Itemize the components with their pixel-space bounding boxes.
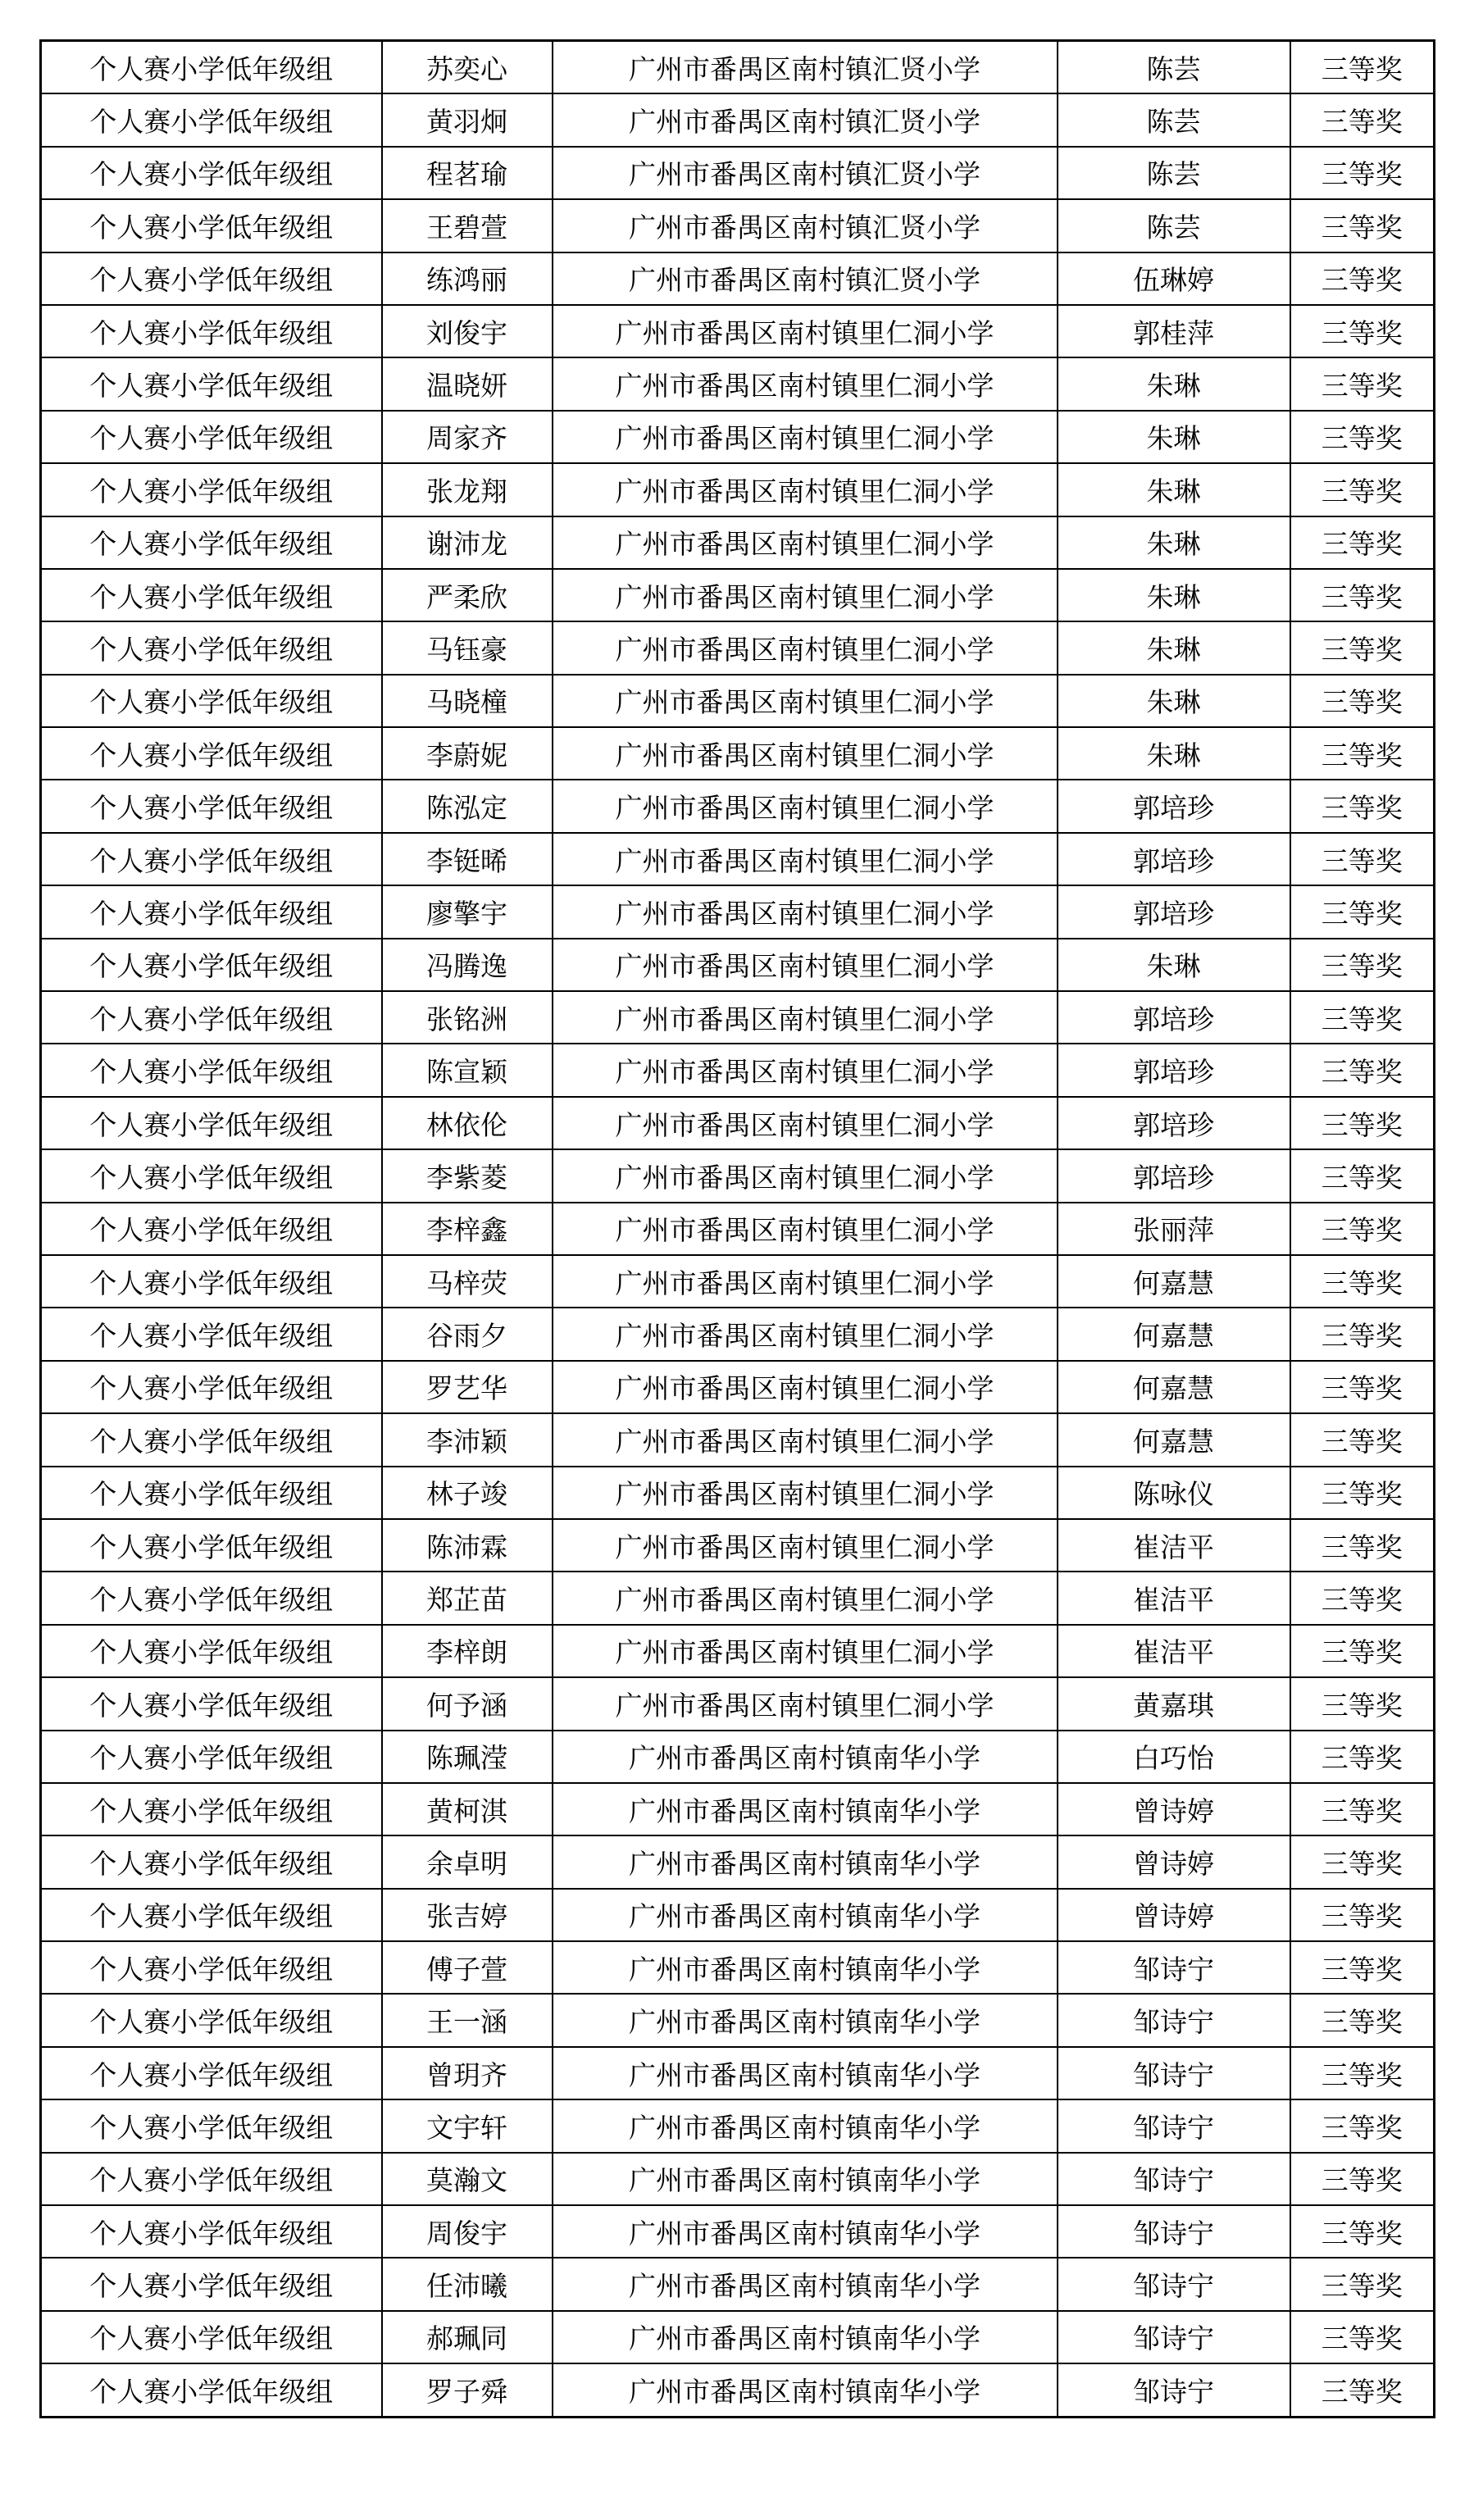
award-cell: 三等奖: [1290, 621, 1435, 674]
student-name-cell: 周家齐: [382, 411, 553, 463]
teacher-cell: 郭培珍: [1058, 1097, 1290, 1149]
school-cell: 广州市番禺区南村镇里仁洞小学: [553, 463, 1058, 516]
category-cell: 个人赛小学低年级组: [41, 1731, 382, 1783]
table-row: [41, 516, 1435, 569]
table-row: [41, 885, 1435, 938]
school-cell: 广州市番禺区南村镇里仁洞小学: [553, 516, 1058, 569]
teacher-cell: 邹诗宁: [1058, 2099, 1290, 2152]
school-cell: 广州市番禺区南村镇南华小学: [553, 1994, 1058, 2046]
category-cell: 个人赛小学低年级组: [41, 1203, 382, 1255]
table-row: [41, 1149, 1435, 1202]
category-cell: 个人赛小学低年级组: [41, 1519, 382, 1572]
award-cell: 三等奖: [1290, 1097, 1435, 1149]
student-name-cell: 严柔欣: [382, 569, 553, 621]
teacher-cell: 何嘉慧: [1058, 1255, 1290, 1308]
table-row: [41, 1203, 1435, 1255]
table-row: [41, 1731, 1435, 1783]
school-cell: 广州市番禺区南村镇南华小学: [553, 2205, 1058, 2258]
table-row: [41, 1677, 1435, 1730]
school-cell: 广州市番禺区南村镇南华小学: [553, 1835, 1058, 1888]
award-cell: 三等奖: [1290, 2153, 1435, 2205]
award-cell: 三等奖: [1290, 885, 1435, 938]
award-cell: 三等奖: [1290, 1625, 1435, 1677]
table-row: [41, 1519, 1435, 1572]
teacher-cell: 郭培珍: [1058, 1149, 1290, 1202]
student-name-cell: 何予涵: [382, 1677, 553, 1730]
category-cell: 个人赛小学低年级组: [41, 2311, 382, 2363]
table-row: [41, 411, 1435, 463]
school-cell: 广州市番禺区南村镇汇贤小学: [553, 93, 1058, 146]
category-cell: 个人赛小学低年级组: [41, 2047, 382, 2099]
table-row: [41, 1467, 1435, 1519]
school-cell: 广州市番禺区南村镇南华小学: [553, 1941, 1058, 1994]
student-name-cell: 程茗瑜: [382, 147, 553, 199]
student-name-cell: 莫瀚文: [382, 2153, 553, 2205]
school-cell: 广州市番禺区南村镇里仁洞小学: [553, 1467, 1058, 1519]
school-cell: 广州市番禺区南村镇南华小学: [553, 2153, 1058, 2205]
teacher-cell: 朱琳: [1058, 939, 1290, 991]
table-row: [41, 2258, 1435, 2310]
award-cell: 三等奖: [1290, 93, 1435, 146]
teacher-cell: 邹诗宁: [1058, 1994, 1290, 2046]
student-name-cell: 苏奕心: [382, 41, 553, 94]
table-row: [41, 1889, 1435, 1941]
student-name-cell: 文宇轩: [382, 2099, 553, 2152]
category-cell: 个人赛小学低年级组: [41, 991, 382, 1044]
student-name-cell: 罗艺华: [382, 1361, 553, 1413]
award-table: [39, 39, 1435, 2418]
table-row: [41, 780, 1435, 832]
student-name-cell: 王一涵: [382, 1994, 553, 2046]
teacher-cell: 陈咏仪: [1058, 1467, 1290, 1519]
award-cell: 三等奖: [1290, 1203, 1435, 1255]
category-cell: 个人赛小学低年级组: [41, 147, 382, 199]
table-row: [41, 675, 1435, 727]
teacher-cell: 曾诗婷: [1058, 1783, 1290, 1835]
school-cell: 广州市番禺区南村镇里仁洞小学: [553, 305, 1058, 357]
category-cell: 个人赛小学低年级组: [41, 1994, 382, 2046]
award-cell: 三等奖: [1290, 727, 1435, 780]
award-cell: 三等奖: [1290, 411, 1435, 463]
award-cell: 三等奖: [1290, 2205, 1435, 2258]
table-row: [41, 727, 1435, 780]
table-row: [41, 621, 1435, 674]
table-row: [41, 1413, 1435, 1466]
table-row: [41, 1255, 1435, 1308]
award-cell: 三等奖: [1290, 569, 1435, 621]
award-cell: 三等奖: [1290, 1572, 1435, 1624]
student-name-cell: 林依伦: [382, 1097, 553, 1149]
school-cell: 广州市番禺区南村镇南华小学: [553, 1731, 1058, 1783]
teacher-cell: 郭培珍: [1058, 780, 1290, 832]
student-name-cell: 罗子舜: [382, 2363, 553, 2417]
award-cell: 三等奖: [1290, 1308, 1435, 1360]
teacher-cell: 何嘉慧: [1058, 1361, 1290, 1413]
school-cell: 广州市番禺区南村镇里仁洞小学: [553, 991, 1058, 1044]
table-row: [41, 2311, 1435, 2363]
student-name-cell: 冯腾逸: [382, 939, 553, 991]
student-name-cell: 李梓朗: [382, 1625, 553, 1677]
teacher-cell: 朱琳: [1058, 675, 1290, 727]
award-cell: 三等奖: [1290, 305, 1435, 357]
teacher-cell: 郭培珍: [1058, 833, 1290, 885]
category-cell: 个人赛小学低年级组: [41, 885, 382, 938]
category-cell: 个人赛小学低年级组: [41, 1889, 382, 1941]
student-name-cell: 任沛曦: [382, 2258, 553, 2310]
category-cell: 个人赛小学低年级组: [41, 675, 382, 727]
school-cell: 广州市番禺区南村镇汇贤小学: [553, 41, 1058, 94]
student-name-cell: 林子竣: [382, 1467, 553, 1519]
award-cell: 三等奖: [1290, 1255, 1435, 1308]
student-name-cell: 谷雨夕: [382, 1308, 553, 1360]
award-cell: 三等奖: [1290, 2258, 1435, 2310]
award-cell: 三等奖: [1290, 2047, 1435, 2099]
category-cell: 个人赛小学低年级组: [41, 1941, 382, 1994]
table-row: [41, 252, 1435, 305]
award-cell: 三等奖: [1290, 1467, 1435, 1519]
student-name-cell: 张铭洲: [382, 991, 553, 1044]
school-cell: 广州市番禺区南村镇里仁洞小学: [553, 1572, 1058, 1624]
school-cell: 广州市番禺区南村镇里仁洞小学: [553, 1255, 1058, 1308]
student-name-cell: 郝珮同: [382, 2311, 553, 2363]
award-cell: 三等奖: [1290, 1044, 1435, 1096]
table-row: [41, 1572, 1435, 1624]
teacher-cell: 朱琳: [1058, 463, 1290, 516]
student-name-cell: 谢沛龙: [382, 516, 553, 569]
teacher-cell: 邹诗宁: [1058, 2311, 1290, 2363]
award-cell: 三等奖: [1290, 463, 1435, 516]
school-cell: 广州市番禺区南村镇里仁洞小学: [553, 780, 1058, 832]
teacher-cell: 邹诗宁: [1058, 2258, 1290, 2310]
student-name-cell: 廖擎宇: [382, 885, 553, 938]
teacher-cell: 黄嘉琪: [1058, 1677, 1290, 1730]
category-cell: 个人赛小学低年级组: [41, 357, 382, 410]
category-cell: 个人赛小学低年级组: [41, 516, 382, 569]
school-cell: 广州市番禺区南村镇里仁洞小学: [553, 1308, 1058, 1360]
category-cell: 个人赛小学低年级组: [41, 1097, 382, 1149]
award-cell: 三等奖: [1290, 147, 1435, 199]
teacher-cell: 曾诗婷: [1058, 1835, 1290, 1888]
category-cell: 个人赛小学低年级组: [41, 833, 382, 885]
school-cell: 广州市番禺区南村镇里仁洞小学: [553, 1413, 1058, 1466]
category-cell: 个人赛小学低年级组: [41, 411, 382, 463]
award-cell: 三等奖: [1290, 1783, 1435, 1835]
school-cell: 广州市番禺区南村镇南华小学: [553, 2258, 1058, 2310]
student-name-cell: 温晓妍: [382, 357, 553, 410]
student-name-cell: 陈宣颖: [382, 1044, 553, 1096]
award-cell: 三等奖: [1290, 939, 1435, 991]
school-cell: 广州市番禺区南村镇里仁洞小学: [553, 1203, 1058, 1255]
category-cell: 个人赛小学低年级组: [41, 1044, 382, 1096]
teacher-cell: 何嘉慧: [1058, 1413, 1290, 1466]
student-name-cell: 马梓荧: [382, 1255, 553, 1308]
award-cell: 三等奖: [1290, 1731, 1435, 1783]
category-cell: 个人赛小学低年级组: [41, 1835, 382, 1888]
student-name-cell: 张吉婷: [382, 1889, 553, 1941]
award-cell: 三等奖: [1290, 357, 1435, 410]
student-name-cell: 郑芷苗: [382, 1572, 553, 1624]
teacher-cell: 郭培珍: [1058, 885, 1290, 938]
category-cell: 个人赛小学低年级组: [41, 2258, 382, 2310]
category-cell: 个人赛小学低年级组: [41, 1783, 382, 1835]
category-cell: 个人赛小学低年级组: [41, 252, 382, 305]
table-row: [41, 1361, 1435, 1413]
teacher-cell: 朱琳: [1058, 516, 1290, 569]
student-name-cell: 张龙翔: [382, 463, 553, 516]
school-cell: 广州市番禺区南村镇汇贤小学: [553, 199, 1058, 252]
school-cell: 广州市番禺区南村镇里仁洞小学: [553, 939, 1058, 991]
school-cell: 广州市番禺区南村镇里仁洞小学: [553, 1097, 1058, 1149]
award-cell: 三等奖: [1290, 2363, 1435, 2417]
teacher-cell: 朱琳: [1058, 621, 1290, 674]
student-name-cell: 傅子萱: [382, 1941, 553, 1994]
school-cell: 广州市番禺区南村镇里仁洞小学: [553, 1625, 1058, 1677]
award-cell: 三等奖: [1290, 833, 1435, 885]
teacher-cell: 邹诗宁: [1058, 2153, 1290, 2205]
teacher-cell: 陈芸: [1058, 199, 1290, 252]
teacher-cell: 崔洁平: [1058, 1572, 1290, 1624]
table-row: [41, 2205, 1435, 2258]
student-name-cell: 李铤晞: [382, 833, 553, 885]
school-cell: 广州市番禺区南村镇南华小学: [553, 1783, 1058, 1835]
award-cell: 三等奖: [1290, 1994, 1435, 2046]
school-cell: 广州市番禺区南村镇汇贤小学: [553, 147, 1058, 199]
student-name-cell: 黄羽炯: [382, 93, 553, 146]
school-cell: 广州市番禺区南村镇南华小学: [553, 2363, 1058, 2417]
school-cell: 广州市番禺区南村镇里仁洞小学: [553, 1149, 1058, 1202]
award-table-body: [41, 41, 1435, 2418]
table-row: [41, 569, 1435, 621]
teacher-cell: 朱琳: [1058, 357, 1290, 410]
teacher-cell: 邹诗宁: [1058, 1941, 1290, 1994]
teacher-cell: 曾诗婷: [1058, 1889, 1290, 1941]
award-cell: 三等奖: [1290, 1941, 1435, 1994]
student-name-cell: 陈沛霖: [382, 1519, 553, 1572]
school-cell: 广州市番禺区南村镇南华小学: [553, 2047, 1058, 2099]
student-name-cell: 黄柯淇: [382, 1783, 553, 1835]
category-cell: 个人赛小学低年级组: [41, 1413, 382, 1466]
table-row: [41, 199, 1435, 252]
table-row: [41, 1308, 1435, 1360]
award-cell: 三等奖: [1290, 41, 1435, 94]
category-cell: 个人赛小学低年级组: [41, 780, 382, 832]
student-name-cell: 陈珮滢: [382, 1731, 553, 1783]
category-cell: 个人赛小学低年级组: [41, 621, 382, 674]
school-cell: 广州市番禺区南村镇里仁洞小学: [553, 833, 1058, 885]
student-name-cell: 王碧萱: [382, 199, 553, 252]
teacher-cell: 伍琳婷: [1058, 252, 1290, 305]
table-row: [41, 2153, 1435, 2205]
category-cell: 个人赛小学低年级组: [41, 569, 382, 621]
table-row: [41, 1044, 1435, 1096]
table-row: [41, 1783, 1435, 1835]
category-cell: 个人赛小学低年级组: [41, 463, 382, 516]
category-cell: 个人赛小学低年级组: [41, 1572, 382, 1624]
school-cell: 广州市番禺区南村镇里仁洞小学: [553, 1361, 1058, 1413]
teacher-cell: 朱琳: [1058, 727, 1290, 780]
student-name-cell: 练鸿丽: [382, 252, 553, 305]
school-cell: 广州市番禺区南村镇里仁洞小学: [553, 621, 1058, 674]
teacher-cell: 陈芸: [1058, 41, 1290, 94]
teacher-cell: 朱琳: [1058, 411, 1290, 463]
category-cell: 个人赛小学低年级组: [41, 1149, 382, 1202]
school-cell: 广州市番禺区南村镇里仁洞小学: [553, 1044, 1058, 1096]
school-cell: 广州市番禺区南村镇南华小学: [553, 2311, 1058, 2363]
table-row: [41, 41, 1435, 94]
award-cell: 三等奖: [1290, 1677, 1435, 1730]
teacher-cell: 郭培珍: [1058, 1044, 1290, 1096]
category-cell: 个人赛小学低年级组: [41, 1361, 382, 1413]
teacher-cell: 白巧怡: [1058, 1731, 1290, 1783]
teacher-cell: 邹诗宁: [1058, 2047, 1290, 2099]
award-cell: 三等奖: [1290, 991, 1435, 1044]
teacher-cell: 郭培珍: [1058, 991, 1290, 1044]
school-cell: 广州市番禺区南村镇汇贤小学: [553, 252, 1058, 305]
award-cell: 三等奖: [1290, 1889, 1435, 1941]
category-cell: 个人赛小学低年级组: [41, 1625, 382, 1677]
student-name-cell: 刘俊宇: [382, 305, 553, 357]
table-row: [41, 833, 1435, 885]
category-cell: 个人赛小学低年级组: [41, 939, 382, 991]
school-cell: 广州市番禺区南村镇里仁洞小学: [553, 675, 1058, 727]
category-cell: 个人赛小学低年级组: [41, 93, 382, 146]
table-row: [41, 463, 1435, 516]
award-cell: 三等奖: [1290, 1361, 1435, 1413]
teacher-cell: 张丽萍: [1058, 1203, 1290, 1255]
school-cell: 广州市番禺区南村镇里仁洞小学: [553, 885, 1058, 938]
award-cell: 三等奖: [1290, 675, 1435, 727]
award-cell: 三等奖: [1290, 1519, 1435, 1572]
category-cell: 个人赛小学低年级组: [41, 1308, 382, 1360]
table-row: [41, 1835, 1435, 1888]
school-cell: 广州市番禺区南村镇里仁洞小学: [553, 357, 1058, 410]
category-cell: 个人赛小学低年级组: [41, 2099, 382, 2152]
award-cell: 三等奖: [1290, 1149, 1435, 1202]
category-cell: 个人赛小学低年级组: [41, 305, 382, 357]
award-cell: 三等奖: [1290, 516, 1435, 569]
student-name-cell: 曾玥齐: [382, 2047, 553, 2099]
teacher-cell: 陈芸: [1058, 147, 1290, 199]
school-cell: 广州市番禺区南村镇里仁洞小学: [553, 1677, 1058, 1730]
award-cell: 三等奖: [1290, 2311, 1435, 2363]
teacher-cell: 邹诗宁: [1058, 2363, 1290, 2417]
table-row: [41, 991, 1435, 1044]
table-row: [41, 1941, 1435, 1994]
school-cell: 广州市番禺区南村镇里仁洞小学: [553, 411, 1058, 463]
teacher-cell: 崔洁平: [1058, 1519, 1290, 1572]
table-row: [41, 147, 1435, 199]
award-cell: 三等奖: [1290, 1835, 1435, 1888]
table-row: [41, 2363, 1435, 2417]
school-cell: 广州市番禺区南村镇里仁洞小学: [553, 727, 1058, 780]
award-cell: 三等奖: [1290, 1413, 1435, 1466]
category-cell: 个人赛小学低年级组: [41, 199, 382, 252]
category-cell: 个人赛小学低年级组: [41, 1467, 382, 1519]
student-name-cell: 马钰豪: [382, 621, 553, 674]
teacher-cell: 陈芸: [1058, 93, 1290, 146]
award-cell: 三等奖: [1290, 2099, 1435, 2152]
student-name-cell: 余卓明: [382, 1835, 553, 1888]
student-name-cell: 李蔚妮: [382, 727, 553, 780]
school-cell: 广州市番禺区南村镇南华小学: [553, 2099, 1058, 2152]
table-row: [41, 1994, 1435, 2046]
category-cell: 个人赛小学低年级组: [41, 727, 382, 780]
student-name-cell: 周俊宇: [382, 2205, 553, 2258]
table-row: [41, 2099, 1435, 2152]
award-cell: 三等奖: [1290, 199, 1435, 252]
teacher-cell: 邹诗宁: [1058, 2205, 1290, 2258]
table-row: [41, 2047, 1435, 2099]
student-name-cell: 李梓鑫: [382, 1203, 553, 1255]
category-cell: 个人赛小学低年级组: [41, 2205, 382, 2258]
teacher-cell: 郭桂萍: [1058, 305, 1290, 357]
table-row: [41, 357, 1435, 410]
category-cell: 个人赛小学低年级组: [41, 2153, 382, 2205]
student-name-cell: 马晓橦: [382, 675, 553, 727]
table-row: [41, 1625, 1435, 1677]
category-cell: 个人赛小学低年级组: [41, 1677, 382, 1730]
student-name-cell: 李紫菱: [382, 1149, 553, 1202]
table-row: [41, 93, 1435, 146]
school-cell: 广州市番禺区南村镇里仁洞小学: [553, 1519, 1058, 1572]
award-cell: 三等奖: [1290, 252, 1435, 305]
table-row: [41, 939, 1435, 991]
student-name-cell: 陈泓定: [382, 780, 553, 832]
table-row: [41, 305, 1435, 357]
award-cell: 三等奖: [1290, 780, 1435, 832]
teacher-cell: 崔洁平: [1058, 1625, 1290, 1677]
category-cell: 个人赛小学低年级组: [41, 2363, 382, 2417]
school-cell: 广州市番禺区南村镇里仁洞小学: [553, 569, 1058, 621]
table-row: [41, 1097, 1435, 1149]
school-cell: 广州市番禺区南村镇南华小学: [553, 1889, 1058, 1941]
teacher-cell: 朱琳: [1058, 569, 1290, 621]
teacher-cell: 何嘉慧: [1058, 1308, 1290, 1360]
category-cell: 个人赛小学低年级组: [41, 41, 382, 94]
category-cell: 个人赛小学低年级组: [41, 1255, 382, 1308]
student-name-cell: 李沛颖: [382, 1413, 553, 1466]
